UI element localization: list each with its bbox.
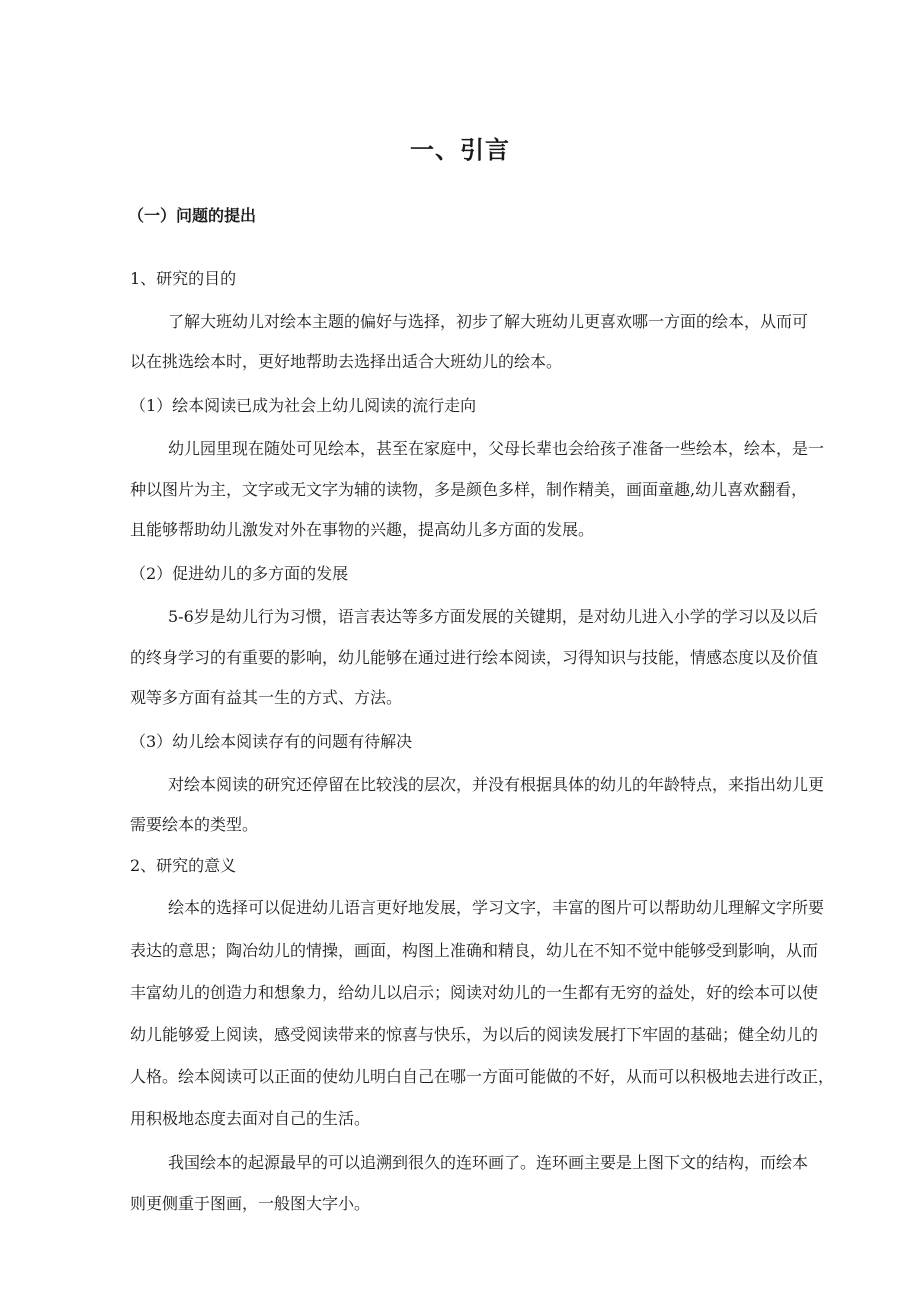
paragraph-line: 需要绘本的类型。 (130, 815, 259, 834)
paragraph-line: 表达的意思；陶冶幼儿的情操，画面，构图上准确和精良，幼儿在不知不觉中能够受到影响，从而 (130, 941, 819, 960)
list-item-1: （1）绘本阅读已成为社会上幼儿阅读的流行走向 (130, 396, 477, 415)
paragraph-line: 且能够帮助幼儿激发对外在事物的兴趣，提高幼儿多方面的发展。 (130, 520, 595, 539)
paragraph-line: 种以图片为主，文字或无文字为辅的读物，多是颜色多样，制作精美，画面童趣,幼儿喜欢翻看， (130, 480, 808, 499)
page-title: 一、引言 (410, 136, 510, 164)
paragraph-line: 幼儿能够爱上阅读，感受阅读带来的惊喜与快乐，为以后的阅读发展打下牢固的基础；健全幼儿的 (130, 1025, 819, 1044)
paragraph-line: 的终身学习的有重要的影响，幼儿能够在通过进行绘本阅读，习得知识与技能，情感态度以及价值 (130, 648, 819, 667)
paragraph-line: 我国绘本的起源最早的可以追溯到很久的连环画了。连环画主要是上图下文的结构，而绘本 (168, 1153, 809, 1172)
paragraph-line: 人格。绘本阅读可以正面的使幼儿明白自己在哪一方面可能做的不好，从而可以积极地去进行改正， (130, 1067, 835, 1086)
paragraph-line: 丰富幼儿的创造力和想象力，给幼儿以启示；阅读对幼儿的一生都有无穷的益处，好的绘本可以使 (130, 983, 819, 1002)
section-heading: （一）问题的提出 (128, 206, 257, 225)
subheading-purpose: 1、研究的目的 (130, 269, 237, 288)
paragraph-line: 了解大班幼儿对绘本主题的偏好与选择，初步了解大班幼儿更喜欢哪一方面的绘本，从而可 (168, 312, 809, 331)
list-item-3: （3）幼儿绘本阅读存有的问题有待解决 (130, 732, 413, 751)
subheading-meaning: 2、研究的意义 (130, 856, 237, 875)
paragraph-line: 以在挑选绘本时，更好地帮助去选择出适合大班幼儿的绘本。 (130, 352, 563, 371)
paragraph-line: 观等多方面有益其一生的方式、方法。 (130, 688, 403, 707)
paragraph-line: 对绘本阅读的研究还停留在比较浅的层次，并没有根据具体的幼儿的年龄特点，来指出幼儿更 (168, 775, 825, 794)
paragraph-line: 5-6岁是幼儿行为习惯，语言表达等多方面发展的关键期，是对幼儿进入小学的学习以及以后 (168, 607, 818, 626)
paragraph-line: 幼儿园里现在随处可见绘本，甚至在家庭中，父母长辈也会给孩子准备一些绘本，绘本，是一 (168, 439, 825, 458)
paragraph-line: 绘本的选择可以促进幼儿语言更好地发展，学习文字，丰富的图片可以帮助幼儿理解文字所要 (168, 898, 825, 917)
paragraph-line: 则更侧重于图画，一般图大字小。 (130, 1194, 371, 1213)
list-item-2: （2）促进幼儿的多方面的发展 (130, 564, 349, 583)
paragraph-line: 用积极地态度去面对自己的生活。 (130, 1109, 371, 1128)
